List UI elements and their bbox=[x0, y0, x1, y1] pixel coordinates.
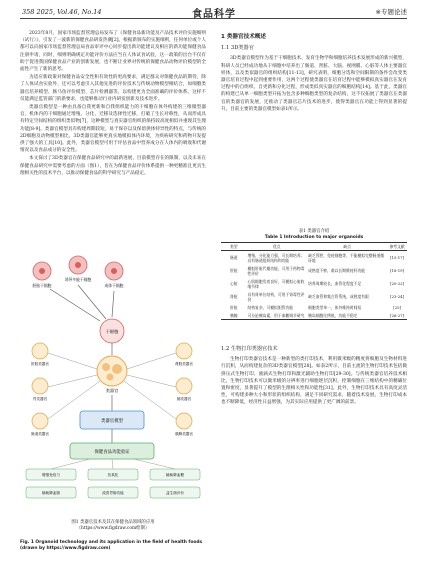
table-cell: 肾脏 bbox=[229, 294, 238, 299]
table-cell: 模拟肝脏代谢功能，可用于药物毒性评价 bbox=[247, 265, 305, 276]
fig-label: 辅助降血糖 bbox=[166, 473, 184, 477]
table-cell: 可分泌胰岛素，用于血糖调节研究 bbox=[246, 311, 307, 320]
table-caption bbox=[221, 229, 407, 241]
table-cell: [25] bbox=[393, 304, 402, 310]
table-row bbox=[221, 264, 407, 277]
table-cell: 心脏 bbox=[229, 281, 238, 286]
section-label: ※专题论述 bbox=[375, 8, 407, 16]
table-row bbox=[221, 277, 407, 290]
table-cell: 胰岛细胞比例低，功能不稳定 bbox=[307, 311, 387, 320]
right-paragraph: 3D类器官模型作为基于干细胞技术、发育生物学和细胞培养技术发展形成的新兴模型，科研人员已经成功地从干细胞中培养出了肠道、肾脏、大脑、视网膜、心脏等人体主要器官样体，以及类似器官的组织结构[11-13]，研究表明，细胞分选和空间限制的条件会改变类器官培育过程中起到重要作用，这两个过程使类器官在培育过程中能够模拟真实器官在发育过程中的自组织、自更新和分化过程，形成类似真实器官的细胞结构[14]。基于此，类器官的构建已从单一细胞类型开拓为包含多种细胞类型的复杂结构，这不仅拓展了类器官在类器官的类器官的发展，还推动了类器官芯片技术的进步，使得类器官在功能上得到显著的提升。目前主要的类器官模型如表1所示。 bbox=[221, 56, 407, 112]
table-cell: 增殖、分化能力强，可长期培养；具有肠道组织结构和功能 bbox=[247, 252, 305, 263]
table-cell: [15-17] bbox=[390, 255, 405, 260]
table-cell: 肝脏 bbox=[229, 268, 238, 273]
figure-diagram bbox=[20, 251, 206, 514]
table-caption-cn: 表1 类器官介绍 bbox=[298, 229, 330, 234]
left-column bbox=[20, 30, 206, 178]
left-paragraph: 类器官模型是一种由具备自我更新和自我组织能力的干细胞在体外构建的三维微型器官，机体内的干细胞通过增殖、分化、迁移及选择性迁移，打破了生长对称性，从而形成具有特定空间结构的组织类似物[7]，这种模型与真实器官组织的保持较高度相似并重现其生理功能[8-9]。类器官模型具有构建周期较短，易于保存以及保留供体特异性的特点，与传统的2D细胞及动物模型相比，3D类器官能够更真实地模拟体内环境，为疾病研究和药物开发提供了强大的工具[10]。此外，类器官模型可用于评估食品中营养成分在人体内的吸收和代谢情况以及食品成分的安全性。 bbox=[20, 105, 206, 154]
page-info: 358 2025, Vol.46, No.14 bbox=[22, 8, 102, 16]
subsection-heading: 1.2 生物打印类器官技术 bbox=[221, 346, 278, 352]
fig-label: 类器官 bbox=[105, 388, 119, 393]
table-row bbox=[221, 290, 407, 303]
table-1 bbox=[221, 229, 407, 320]
fig-label: 成体干细胞 bbox=[104, 283, 124, 288]
table-row bbox=[221, 311, 407, 320]
journal-logo: 食品科学 bbox=[192, 9, 236, 20]
fig-label: 干细胞 bbox=[105, 329, 119, 334]
fig-label: 肠道类器官 bbox=[31, 432, 49, 436]
table-header-row bbox=[221, 243, 407, 251]
table-cell: 肝脏 bbox=[229, 304, 238, 310]
organoid-table bbox=[221, 242, 407, 320]
fig-label: 类器官模型 bbox=[101, 419, 123, 424]
section-heading: 1 类器官技术概述 bbox=[221, 34, 266, 40]
table-cell: 培养周期较长，血管化程度不足 bbox=[308, 281, 362, 286]
table-header: 类型 bbox=[221, 243, 246, 251]
fig-label: 肺类器官 bbox=[176, 397, 192, 401]
table-cell: 结构复杂，可模拟胆管功能 bbox=[247, 304, 294, 310]
fig-label: 胰腺类器官 bbox=[175, 432, 193, 436]
table-row bbox=[221, 303, 407, 311]
table-cell: [23-24] bbox=[390, 294, 405, 299]
fig-label: 抗氧化 bbox=[107, 473, 119, 477]
caption-cn-title: 图1 类器官技术及其在保健食品领域的应用 bbox=[71, 520, 155, 525]
subsection-heading: 1.1 3D类器官 bbox=[221, 45, 254, 52]
fig-label: 胃类器官 bbox=[32, 397, 48, 401]
table-cell: 细胞类型单一，体外维持时间短 bbox=[308, 304, 362, 310]
fig-label: 增强免疫力 bbox=[42, 473, 60, 477]
fig-label: 益生菌评价 bbox=[166, 491, 184, 495]
right-column bbox=[221, 30, 407, 114]
table-cell: [18-19] bbox=[390, 268, 405, 273]
fig-label: 改善胃肠功能 bbox=[102, 491, 124, 495]
left-paragraph: 为适应新政策对保健食品安全性和有效性的更高要求，满足群众对保健食品的期待，除了人体试食实验外，还可以考虑引入其他先进的评价技术与传统动物模型相结合，如细胞类器官培养模型、肠马鱼评价模型、芯片检测器等，以构建更为全面准确的评价体系。这样不仅能满足监管部门的新要求，也能够推动行业内研发创新及技术进步。 bbox=[20, 75, 206, 102]
table-cell: 具有肾单位结构，可用于肾毒性评价 bbox=[247, 291, 305, 302]
fig-label: 肾脏类器官 bbox=[175, 362, 193, 366]
table-caption-en: Table 1 Introduction to major organoids bbox=[264, 235, 364, 240]
left-paragraph: 2023年8月，国家市场监督管理总局发布了《保健食品新功能及产品技术评价实施细则（试行）》，引发了一波新的保健食品研发热潮[2]。根据新颁布的实施细则，任何单位或个人都可以向国家市场监督管理总局食品审评中心同步提出新功能建议及相应的新功能保健食品注册申请，同时，细则明确规定功能评价方法应当在人体试食试验，这一政策的出台不仅有助于促进我国保健食品产业的创新发展，也不断让业界对传统的保健食品动物评价模型的全面性产生了新的思考。 bbox=[20, 31, 206, 73]
fig-label: 辅助降血脂 bbox=[42, 491, 60, 495]
left-paragraph: 本文探讨了3D类器官在保健食品研究中的最新进展、目前模型存在的限制，以及未来在保健食品研究中需要考虑的方面（图1），旨在为保健食品评价体系提供一种更精准且更具生理相关性的技术平台，以推动保健食品的科学研究与产品稳定。 bbox=[20, 156, 206, 176]
right-paragraph: 生物打印类器官技术是一种新型的类打印技术，利用微米级的精度将细胞及生物材料进行沉积，从而构建复杂的3D类器官模型[28]。如表2所示，目前主流的生物打印技术包括微挤压式生物打印、液滴式生物打印和激光辅助生物打印[29-30]。与传统类器官培养技术相比，生物打印技术可以微米级的分辨率进行细胞逐层沉积，控制细胞在三维结构中的精确位置和密度，显著提升了模型的生理相关性和功能性[31]。此外，生物打印技术具有高度灵活性，可构建多种大小和形状的组织结构，满足不同研究需求，随着技术发展，生物打印成本也不断降低，经济性日益增强，为其实际应用提供了更广阔的前景。 bbox=[221, 357, 407, 406]
stem-cells-group bbox=[33, 256, 124, 288]
table-cell: [20-22] bbox=[390, 281, 405, 286]
table-header: 优点 bbox=[246, 243, 307, 251]
table-header: 缺点 bbox=[307, 243, 387, 251]
fig-label: 胚胎干细胞 bbox=[32, 283, 52, 288]
table-cell: 成熟度不够，难以长期维持肝功能 bbox=[308, 268, 366, 273]
header-rule bbox=[20, 18, 407, 19]
table-cell: [26-27] bbox=[387, 311, 407, 320]
table-cell: 缺乏管腔、免疫细胞等，不能模拟完整肠道微环境 bbox=[308, 252, 385, 263]
table-cell: 心肌细胞发育良好，可模拟心脏收缩节律 bbox=[247, 278, 305, 289]
caption-cn-source: （https://www.figdraw.com绘制） bbox=[76, 526, 150, 532]
figure-caption-cn bbox=[20, 520, 206, 532]
table-row bbox=[221, 251, 407, 265]
table-cell: 胰腺 bbox=[221, 311, 246, 320]
fig-label: 肝脏类器官 bbox=[31, 362, 49, 366]
right-column-lower bbox=[221, 343, 407, 407]
figure-caption-en: Fig. 1 Organoid technology and its application in the field of health foods (drawn by https://www.figdraw.com) bbox=[20, 540, 203, 552]
table-header: 参考文献 bbox=[387, 243, 407, 251]
fig-label: 诱导多能干细胞 bbox=[64, 277, 92, 282]
table-cell: 肠道 bbox=[229, 255, 238, 260]
table-cell: 缺乏血管和集合管系统，成熟度有限 bbox=[308, 294, 369, 299]
figure-1 bbox=[20, 251, 206, 514]
fig-label: 保健食品功能验证 bbox=[94, 450, 130, 455]
